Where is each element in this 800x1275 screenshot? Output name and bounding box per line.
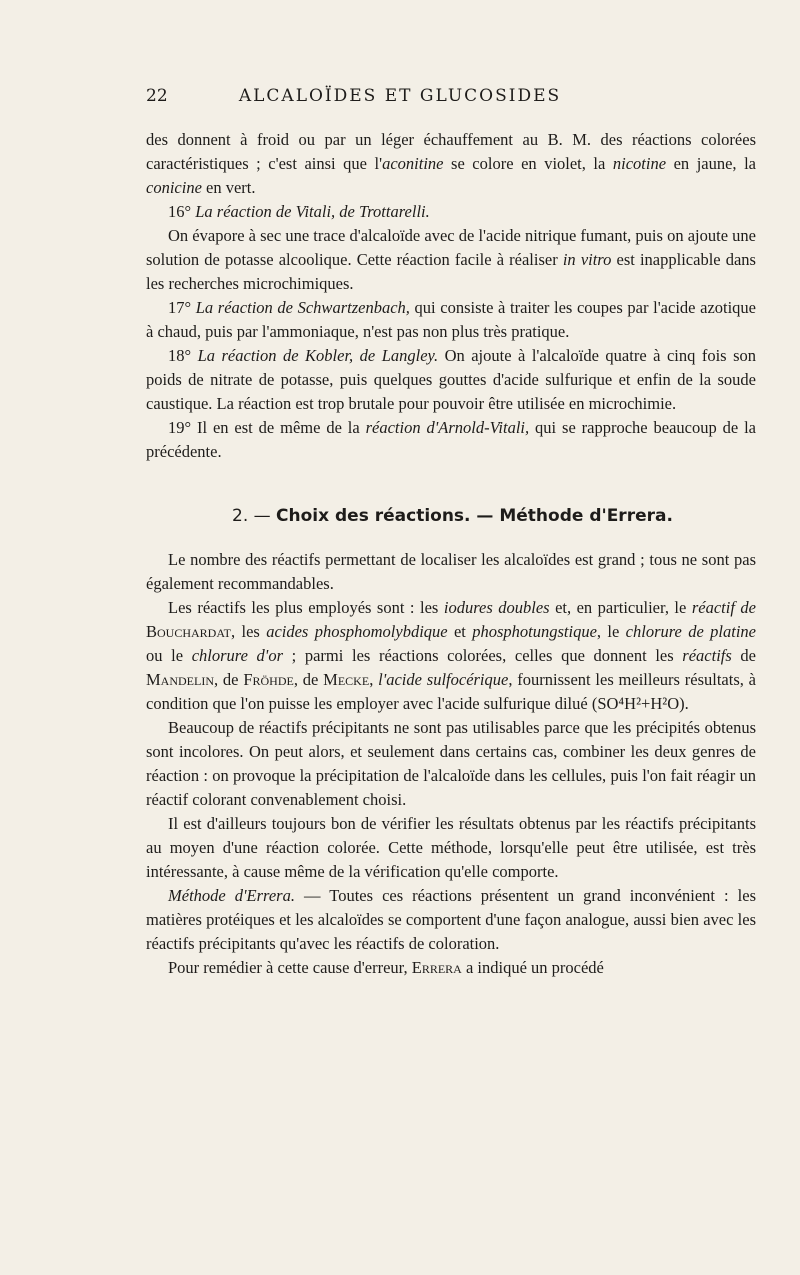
paragraph-2: Les réactifs les plus employés sont : les iodures doubles et, en particulier, le réactif de Bouchardat, les acides phosphomolybdique et phosphotungstique, le chlorure de platine ou le chlorure d'or ; parmi les réactions colorées, celles que donnent les réactifs de Mandelin, de Fröhde, de Mecke, l'acide sulfocérique, fournissent les meilleurs résultats, à condition que l'on puisse les employer avec l'acide sulfurique dilué (SO⁴H²+H²O). — [146, 598, 757, 713]
running-title: ALCALOÏDES ET GLUCOSIDES — [238, 86, 562, 106]
item-18: 18° La réaction de Kobler, de Langley. On ajoute à l'alcaloïde quatre à cinq fois son poids de nitrate de potasse, puis quelques gouttes d'acide sulfurique et enfin de la soude caustique. La réaction est trop brutale pour pouvoir être utilisée en microchimie. — [146, 346, 756, 413]
item-17: 17° La réaction de Schwartzenbach, qui consiste à traiter les coupes par l'acide azotique à chaud, puis par l'ammoniaque, n'est pas non plus très pratique. — [146, 298, 757, 341]
body-text — [146, 128, 756, 980]
item-16-heading: 16° La réaction de Vitali, de Trottarelli. — [168, 202, 430, 221]
paragraph-4: Il est d'ailleurs toujours bon de vérifier les résultats obtenus par les réactifs précipitants au moyen d'une réaction colorée. Cette méthode, lorsqu'elle peut être utilisée, est très intéressante, à cause même de la vérification qu'elle comporte. — [146, 814, 756, 881]
paragraph-intro: des donnent à froid ou par un léger échauffement au B. M. des réactions colorées caractéristiques ; c'est ainsi que l'aconitine se colore en violet, la nicotine en jaune, la conicine en vert. — [146, 130, 757, 197]
paragraph-3: Beaucoup de réactifs précipitants ne sont pas utilisables parce que les précipités obtenus sont incolores. On peut alors, et seulement dans certains cas, combiner les deux genres de réaction : on provoque la précipitation de l'alcaloïde dans les cellules, puis l'on fait réagir un réactif colorant convenablement choisi. — [146, 718, 756, 809]
paragraph-5: Méthode d'Errera. — Toutes ces réactions présentent un grand inconvénient : les matières protéiques et les alcaloïdes se comportent d'une façon analogue, aussi bien avec les réactifs précipitants qu'avec les réactifs de coloration. — [146, 886, 756, 953]
paragraph-6: Pour remédier à cette cause d'erreur, Errera a indiqué un procédé — [168, 958, 604, 977]
section-heading: 2. — Choix des réactions. — Méthode d'Errera. — [232, 506, 673, 526]
page-header — [0, 86, 800, 110]
page-number: 22 — [146, 86, 168, 106]
paragraph-1: Le nombre des réactifs permettant de localiser les alcaloïdes est grand ; tous ne sont pas également recommandables. — [146, 550, 756, 593]
item-19: 19° Il en est de même de la réaction d'Arnold-Vitali, qui se rapproche beaucoup de la précédente. — [146, 418, 756, 461]
item-16-text: On évapore à sec une trace d'alcaloïde avec de l'acide nitrique fumant, puis on ajoute une solution de potasse alcoolique. Cette réaction facile à réaliser in vitro est inapplicable dans les recherches microchimiques. — [146, 226, 756, 293]
